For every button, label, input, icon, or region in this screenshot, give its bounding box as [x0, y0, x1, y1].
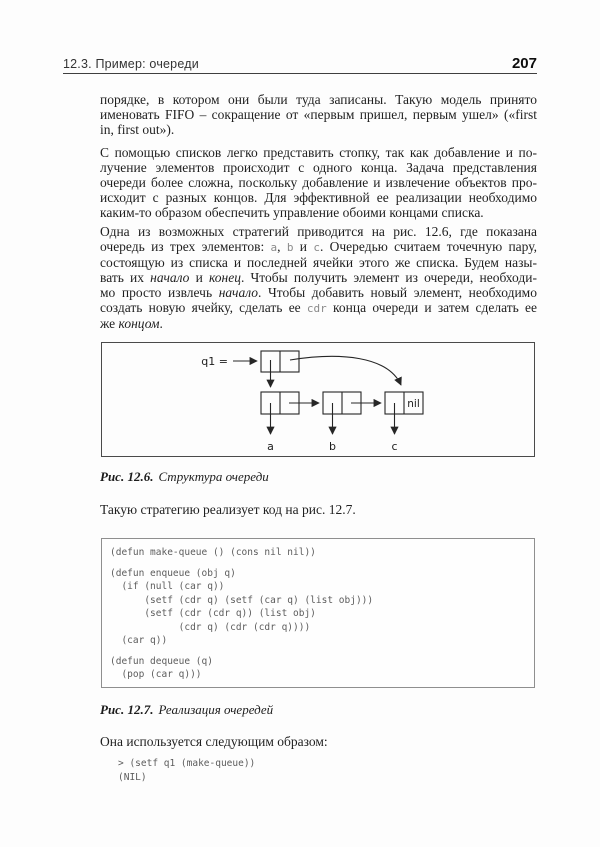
- figure-caption-12-6: [100, 469, 269, 485]
- caption-title: Структура очереди: [158, 469, 269, 484]
- queue-diagram: [102, 343, 534, 456]
- page-header: [63, 55, 537, 72]
- paragraph-stack-vs-queue: [100, 145, 537, 220]
- code-line: [110, 648, 526, 655]
- code-line: (defun make-queue () (cons nil nil)): [110, 547, 316, 558]
- text-line: in, first out»).: [100, 122, 175, 137]
- nil-label: nil: [407, 398, 420, 410]
- section-breadcrumb: 12.3. Пример: очереди: [63, 57, 199, 71]
- element-label-a: a: [267, 440, 274, 453]
- text-line: именовать FIFO – сокращение от «первым пришел, первым ушел» («first: [100, 107, 537, 122]
- text-line: состоящую из списка и последней ячейки этого же списка. Будем назы-: [100, 255, 537, 270]
- caption-number: Рис. 12.7.: [100, 702, 154, 717]
- code-line: (defun dequeue (q): [110, 655, 213, 667]
- code-line: (if (null (car q)): [110, 581, 225, 592]
- text-line: исходит с разных концов. Для эффективной ее реализации необходимо: [100, 190, 537, 205]
- sentence-strategy-code: Такую стратегию реализует код на рис. 12.7.: [100, 502, 356, 517]
- code-line: (defun enqueue (obj q): [110, 567, 236, 579]
- page-number: 207: [511, 55, 537, 72]
- caption-number: Рис. 12.6.: [100, 469, 154, 484]
- code-line: (cdr q) (cdr (cdr q)))): [110, 621, 311, 633]
- code-line: (pop (car q))): [110, 669, 202, 680]
- text-line: каким-то образом обеспечить управление обоими концами списка.: [100, 205, 484, 220]
- code-line: (car q)): [110, 635, 168, 646]
- text-line: мо просто извлечь начало. Чтобы добавить новый элемент, необходимо: [100, 285, 537, 300]
- end-pointer-arrow: [290, 356, 401, 385]
- text-line: же концом.: [100, 316, 163, 331]
- q1-label: q1 =: [201, 355, 228, 368]
- text-line: С помощью списков легко представить стопку, так как добавление и по-: [100, 145, 537, 160]
- element-label-b: b: [329, 440, 336, 453]
- text-line: очередь из трех элементов: a, b и c. Очередью считаем точечную пару,: [100, 239, 538, 254]
- paragraph-strategy: [100, 224, 537, 331]
- code-line: (setf (cdr q) (setf (car q) (list obj))): [110, 594, 374, 606]
- code-line: [110, 560, 526, 567]
- code-line: > (setf q1 (make-queue)): [118, 758, 256, 769]
- code-listing-12-7: [101, 538, 535, 688]
- code-line: (NIL): [118, 772, 147, 783]
- repl-example: [118, 757, 255, 785]
- text-line: вать их начало и конец. Чтобы получить элемент из очереди, необходи-: [100, 270, 537, 285]
- text-line: Одна из возможных стратегий приводится на рис. 12.6, где показана: [100, 224, 537, 239]
- paragraph-fifo: [100, 92, 537, 137]
- text-line: лучение элементов происходит с одного конца. Задача представления: [100, 160, 537, 175]
- element-label-c: c: [391, 440, 398, 453]
- header-rule: [63, 73, 537, 74]
- code-line: (setf (cdr (cdr q)) (list obj): [110, 608, 316, 619]
- text-line: очереди более сложна, поскольку добавление и извлечение объектов про-: [100, 175, 537, 190]
- figure-caption-12-7: [100, 702, 273, 718]
- text-line: создать новую ячейку, сделать ее cdr конца очереди и затем сделать ее: [100, 300, 537, 315]
- caption-title: Реализация очередей: [158, 702, 274, 717]
- figure-queue-structure: [101, 342, 535, 457]
- sentence-usage: Она используется следующим образом:: [100, 734, 328, 749]
- text-line: порядке, в котором они были туда записаны. Такую модель принято: [100, 92, 537, 107]
